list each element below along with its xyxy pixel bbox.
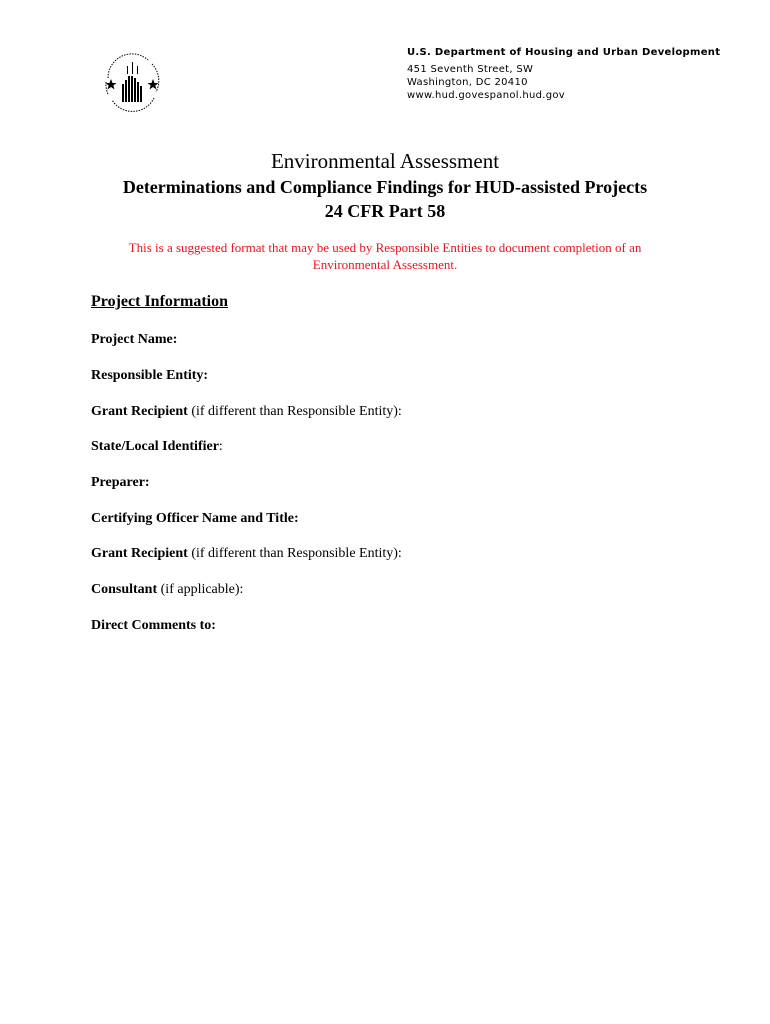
- field-project-name: [91, 331, 177, 349]
- field-label: Preparer:: [91, 475, 150, 490]
- field-hint: (if different than Responsible Entity):: [187, 546, 402, 561]
- field-label: Responsible Entity:: [91, 368, 209, 383]
- document-subtitle: Determinations and Compliance Findings for HUD-assisted Projects: [122, 177, 648, 197]
- agency-header: [407, 46, 737, 102]
- regulation-reference: 24 CFR Part 58: [324, 201, 446, 221]
- field-label: Grant Recipient: [91, 546, 188, 561]
- address-line-1: 451 Seventh Street, SW: [407, 64, 534, 75]
- agency-name: U.S. Department of Housing and Urban Development: [407, 47, 721, 58]
- field-grant-recipient-2: [91, 545, 402, 563]
- field-responsible-entity: [91, 367, 208, 385]
- field-preparer: [91, 474, 150, 492]
- field-certifying-officer: [91, 510, 299, 528]
- field-label: Project Name:: [91, 332, 178, 347]
- field-hint: (if applicable):: [157, 582, 244, 597]
- format-note: This is a suggested format that may be used by Responsible Entities to document completion of an Environmental Assessment.: [128, 240, 642, 272]
- agency-website[interactable]: www.hud.govespanol.hud.gov: [407, 90, 566, 101]
- field-hint: :: [218, 439, 223, 454]
- hud-seal-icon: [98, 48, 166, 116]
- field-consultant: [91, 581, 243, 599]
- field-label: Consultant: [91, 582, 158, 597]
- document-titles: [0, 148, 770, 223]
- field-label: Certifying Officer Name and Title:: [91, 511, 299, 526]
- field-hint: (if different than Responsible Entity):: [187, 404, 402, 419]
- field-label: Direct Comments to:: [91, 618, 216, 633]
- address-line-2: Washington, DC 20410: [407, 77, 528, 88]
- field-state-local-identifier: [91, 438, 223, 456]
- field-grant-recipient: [91, 403, 402, 421]
- project-information-heading: Project Information: [91, 293, 228, 310]
- document-title: Environmental Assessment: [270, 149, 500, 173]
- field-label: State/Local Identifier: [91, 439, 219, 454]
- field-direct-comments: [91, 617, 216, 635]
- field-label: Grant Recipient: [91, 404, 188, 419]
